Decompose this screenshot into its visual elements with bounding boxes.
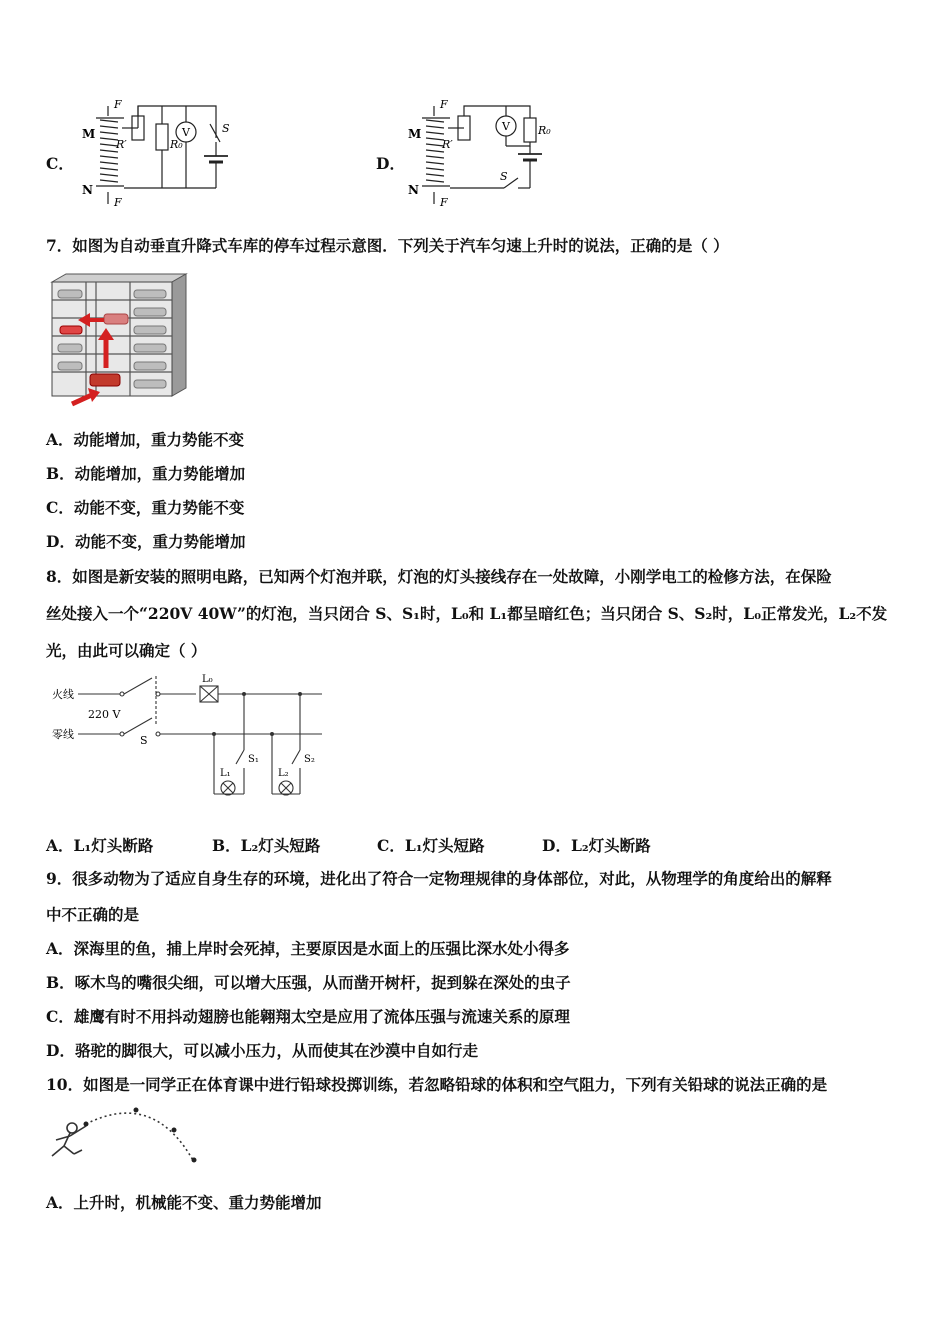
q10-option-a: A．上升时，机械能不变、重力势能增加 xyxy=(46,1193,322,1212)
q9-option-d: D．骆驼的脚很大，可以减小压力，从而使其在沙漠中自如行走 xyxy=(46,1041,478,1060)
q6c-voltmeter-label: V xyxy=(182,126,190,139)
q8-option-c: C．L₁灯头短路 xyxy=(377,836,485,855)
q8-option-a: A．L₁灯头断路 xyxy=(46,836,154,855)
q9-stem-line-2: 中不正确的是 xyxy=(46,905,140,924)
q9-stem-line-1: 9．很多动物为了适应自身生存的环境，进化出了符合一定物理规律的身体部位，对此，从物理学的角度给出的解释 xyxy=(46,869,832,888)
q6c-n-label: N xyxy=(82,183,93,197)
q7-stem: 7．如图为自动垂直升降式车库的停车过程示意图．下列关于汽车匀速上升时的说法，正确的是（ ） xyxy=(46,236,729,255)
q8-s2-label: S₂ xyxy=(304,754,315,765)
q6d-switch-label: S xyxy=(500,170,508,183)
q8-s1-label: S₁ xyxy=(248,754,259,765)
q6-option-d-label: D． xyxy=(376,154,405,173)
q8-neutral-wire-label: 零线 xyxy=(52,728,74,741)
q9-option-a: A．深海里的鱼，捕上岸时会死掉，主要原因是水面上的压强比深水处小得多 xyxy=(46,939,570,958)
q7-option-a: A．动能增加，重力势能不变 xyxy=(46,430,245,449)
q6d-n-label: N xyxy=(408,183,419,197)
q8-stem-line-3: 光，由此可以确定（ ） xyxy=(46,641,207,660)
q8-main-switch-label: S xyxy=(140,734,148,747)
q8-option-d: D．L₂灯头断路 xyxy=(542,836,651,855)
q6d-r0-label: R₀ xyxy=(538,124,551,137)
q7-garage-illustration xyxy=(48,270,190,410)
q6c-rprime-label: R′ xyxy=(116,138,127,151)
q6c-switch-label: S xyxy=(222,122,230,135)
q8-circuit-diagram xyxy=(48,672,328,804)
q6c-r0-label: R₀ xyxy=(170,138,183,151)
q6d-f-top-label: F xyxy=(440,98,448,111)
q7-option-d: D．动能不变，重力势能增加 xyxy=(46,532,246,551)
q9-option-c: C．雄鹰有时不用抖动翅膀也能翱翔太空是应用了流体压强与流速关系的原理 xyxy=(46,1007,570,1026)
q8-l0-label: L₀ xyxy=(202,674,213,685)
q8-l1-label: L₁ xyxy=(220,768,231,779)
q6d-m-label: M xyxy=(408,127,422,141)
q8-l2-label: L₂ xyxy=(278,768,289,779)
q7-option-b: B．动能增加，重力势能增加 xyxy=(46,464,246,483)
q8-stem-line-2: 丝处接入一个“220V 40W”的灯泡，当只闭合 S、S₁时，L₀和 L₁都呈暗红色；当只闭合 S、S₂时，L₀正常发光，L₂不发 xyxy=(46,604,888,623)
q9-option-b: B．啄木鸟的嘴很尖细，可以增大压强，从而凿开树杆，捉到躲在深处的虫子 xyxy=(46,973,571,992)
q6d-rprime-label: R′ xyxy=(442,138,453,151)
q8-stem-line-1: 8．如图是新安装的照明电路，已知两个灯泡并联，灯泡的灯头接线存在一处故障，小刚学电工的检修方法，在保险 xyxy=(46,567,832,586)
q8-live-wire-label: 火线 xyxy=(52,688,74,701)
q8-voltage-label: 220 V xyxy=(88,708,121,721)
q6c-f-bottom-label: F xyxy=(114,196,122,209)
q6d-voltmeter-label: V xyxy=(502,120,510,133)
q8-option-b: B．L₂灯头短路 xyxy=(212,836,321,855)
q6-option-c-label: C． xyxy=(46,154,74,173)
q6d-f-bottom-label: F xyxy=(440,196,448,209)
q10-shot-put-illustration xyxy=(44,1100,204,1172)
q6-option-c-diagram xyxy=(78,98,248,210)
q6c-f-top-label: F xyxy=(114,98,122,111)
q6-option-d-diagram xyxy=(404,98,564,210)
q10-stem: 10．如图是一同学正在体育课中进行铅球投掷训练，若忽略铅球的体积和空气阻力，下列有关铅球的说法正确的是 xyxy=(46,1075,828,1094)
q7-option-c: C．动能不变，重力势能不变 xyxy=(46,498,245,517)
q6c-m-label: M xyxy=(82,127,96,141)
